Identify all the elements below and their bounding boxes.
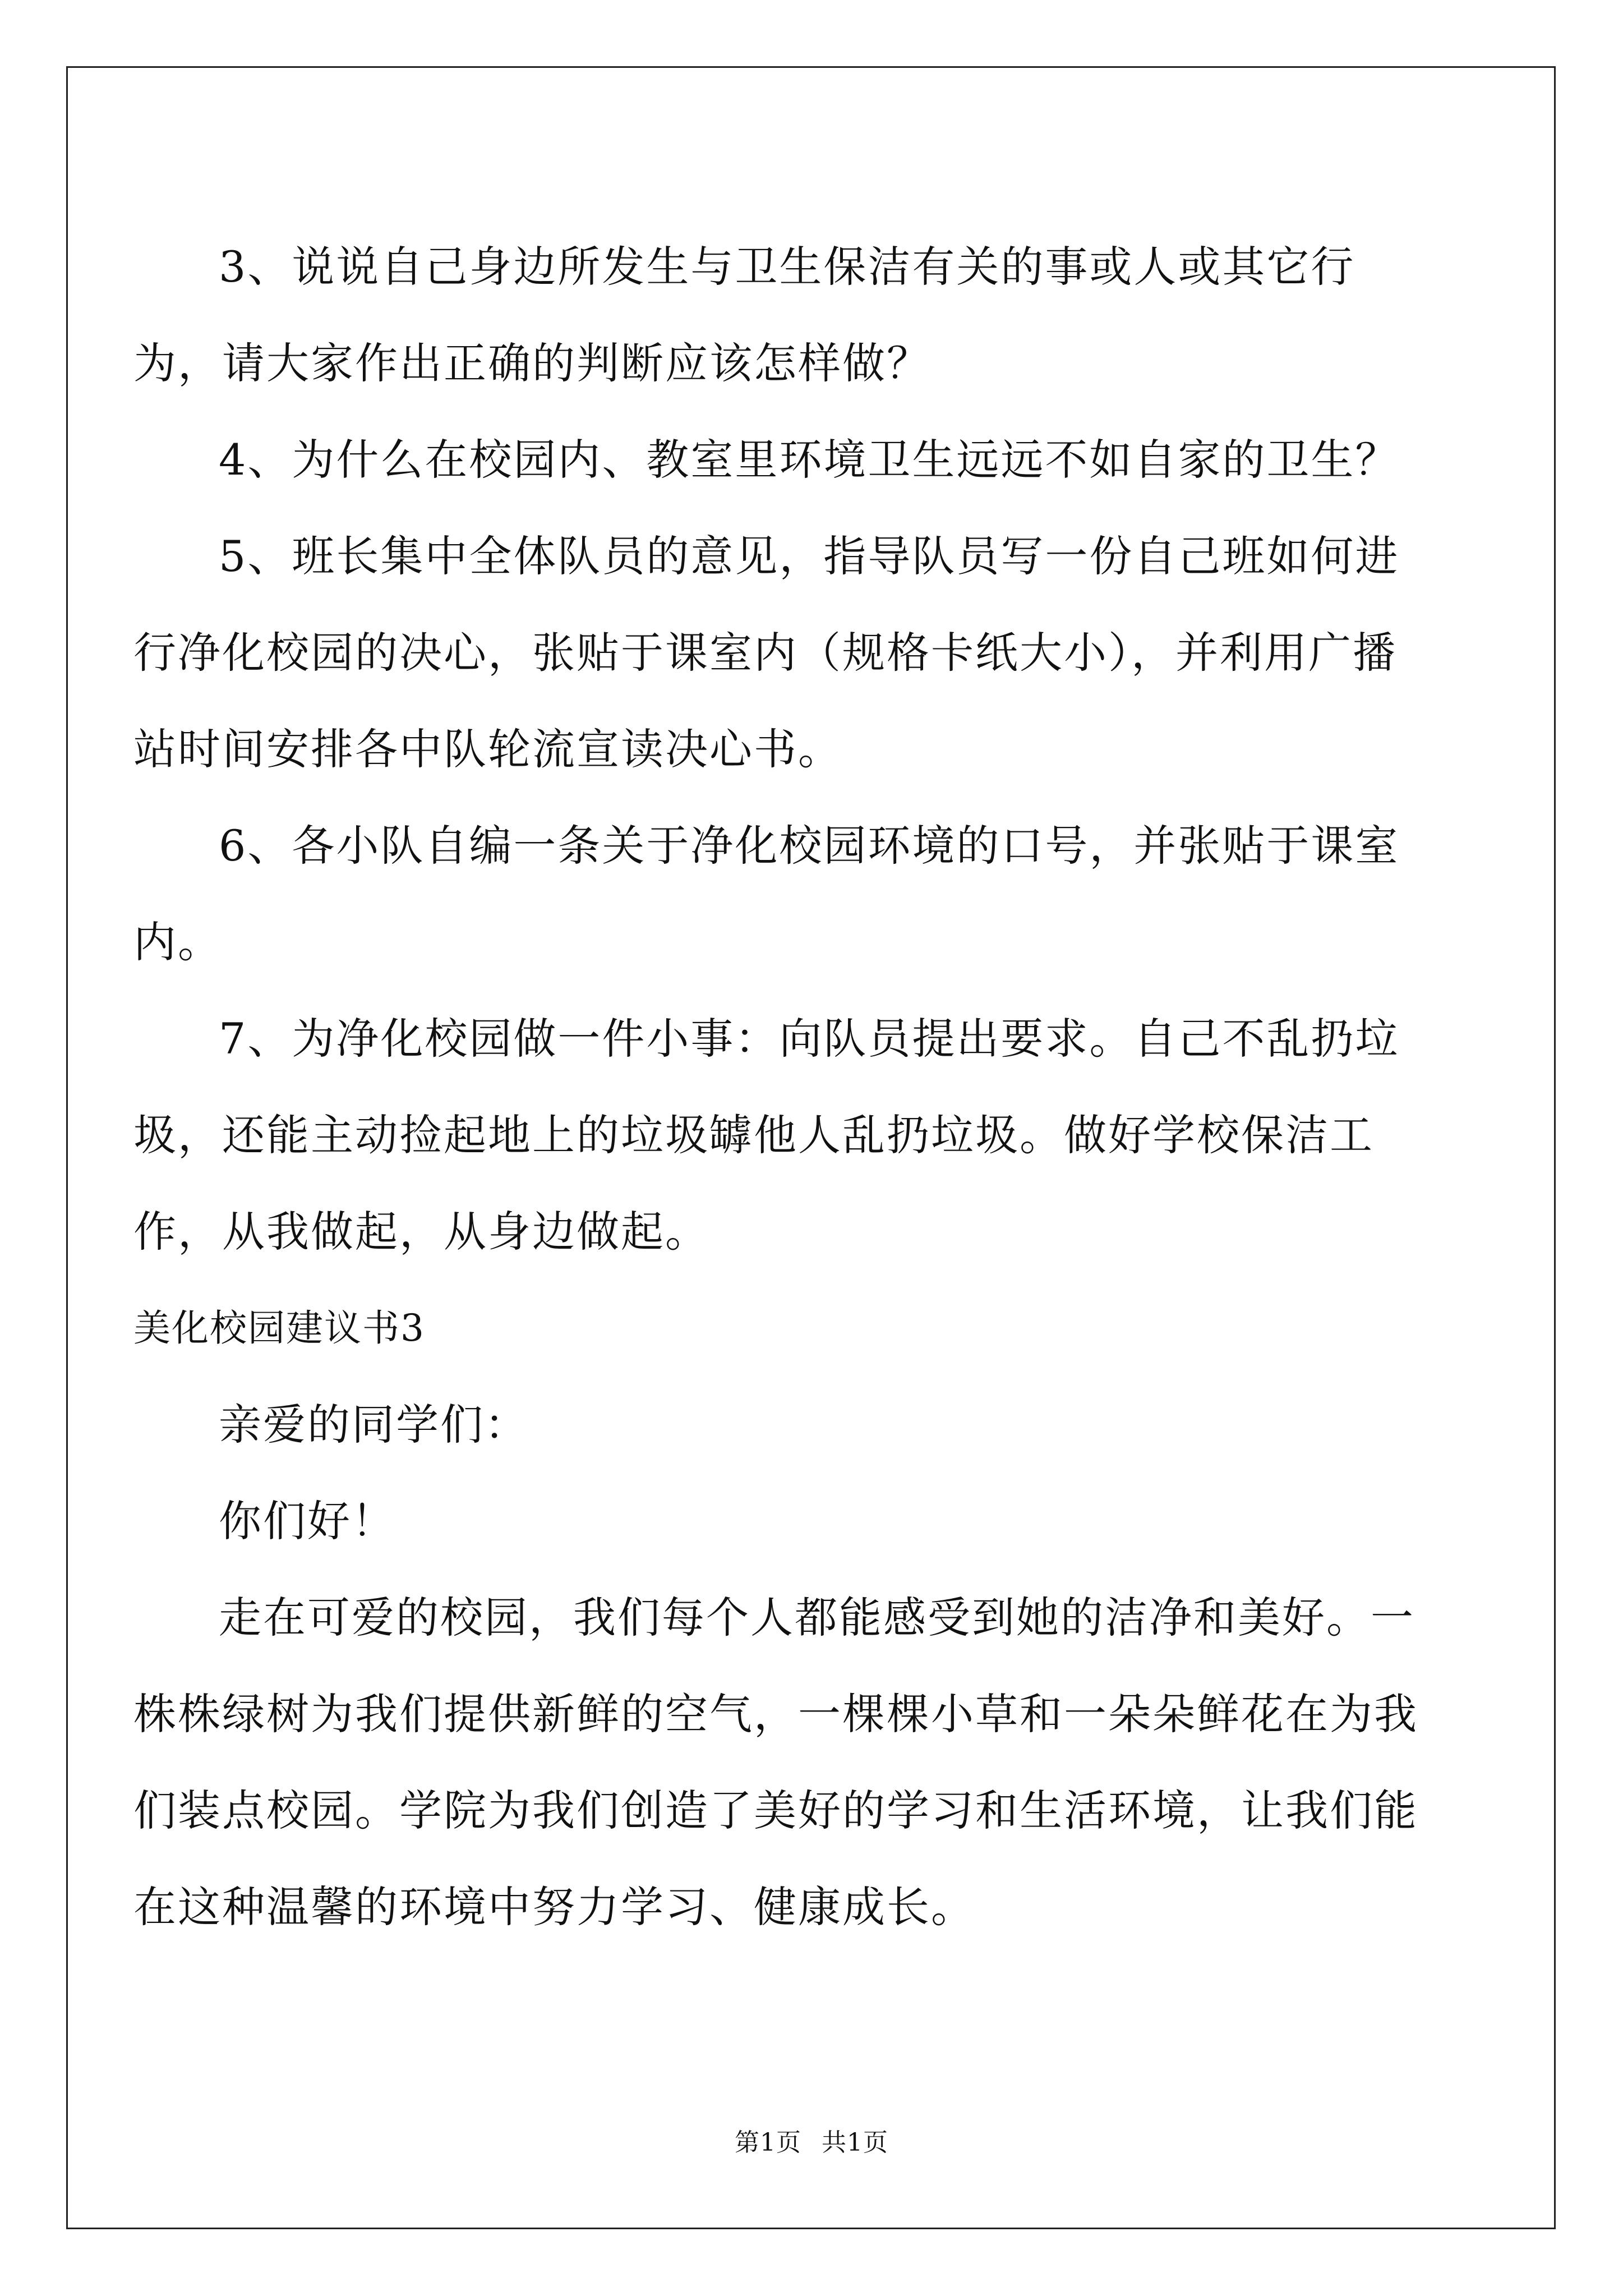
section-heading: 美化校园建议书3 bbox=[133, 1306, 425, 1350]
page-footer bbox=[0, 2126, 1623, 2160]
paragraph-item-3: 3、说说自己身边所发生与卫生保洁有关的事或人或其它行为，请大家作出正确的判断应该怎样做？ bbox=[133, 242, 1355, 388]
salutation: 亲爱的同学们： bbox=[219, 1400, 529, 1450]
document-body bbox=[133, 219, 1423, 1955]
page-number-total: 共1页 bbox=[822, 2128, 888, 2157]
greeting: 你们好！ bbox=[219, 1496, 396, 1546]
page-number-current: 第1页 bbox=[735, 2128, 801, 2157]
body-paragraph: 走在可爱的校园，我们每个人都能感受到她的洁净和美好。一株株绿树为我们提供新鲜的空气，一棵棵小草和一朵朵鲜花在为我们装点校园。学院为我们创造了美好的学习和生活环境，让我们能在这种温馨的环境中努力学习、健康成长。 bbox=[133, 1593, 1418, 1932]
paragraph-item-7: 7、为净化校园做一件小事：向队员提出要求。自己不乱扔垃圾，还能主动捡起地上的垃圾罅他人乱扔垃圾。做好学校保洁工作，从我做起，从身边做起。 bbox=[133, 1014, 1400, 1257]
paragraph-item-6: 6、各小队自编一条关于净化校园环境的口号，并张贴于课室内。 bbox=[133, 821, 1400, 967]
paragraph-item-5: 5、班长集中全体队员的意见，指导队员写一份自己班如何进行净化校园的决心，张贴于课室内（规格卡纸大小），并利用广播站时间安排各中队轮流宣读决心书。 bbox=[133, 531, 1400, 774]
paragraph-item-4: 4、为什么在校园内、教室里环境卫生远远不如自家的卫生？ bbox=[219, 435, 1400, 485]
